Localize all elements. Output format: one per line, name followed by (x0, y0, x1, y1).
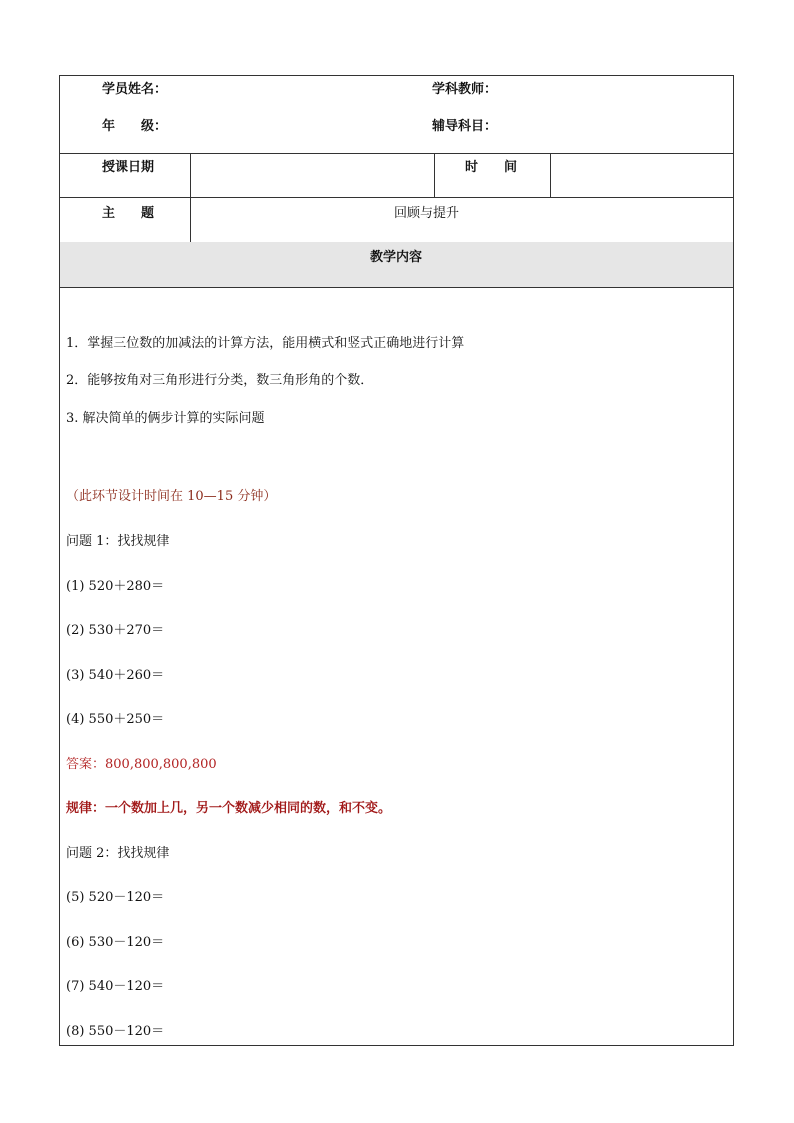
objective-1: 1．掌握三位数的加减法的计算方法，能用横式和竖式正确地进行计算 (66, 336, 465, 351)
objective-2: 2．能够按角对三角形进行分类，数三角形角的个数． (66, 373, 374, 388)
problem-1-item: (1) 520＋280＝ (66, 579, 165, 594)
divider (60, 287, 733, 288)
problem-1-title: 问题 1：找找规律 (66, 534, 170, 549)
section-title: 教学内容 (370, 250, 423, 265)
problem-2-item: (7) 540－120＝ (66, 979, 165, 994)
timing-note: （此环节设计时间在 10—15 分钟） (66, 489, 277, 504)
grade-label: 年 级： (102, 119, 168, 134)
problem-2-item: (6) 530－120＝ (66, 935, 165, 950)
divider (434, 153, 435, 197)
divider (550, 153, 551, 197)
topic-label: 主 题 (102, 206, 155, 221)
objective-3: 3. 解决简单的俩步计算的实际问题 (66, 411, 265, 426)
topic-value: 回顾与提升 (394, 206, 460, 221)
problem-1-answer: 答案：800,800,800,800 (66, 757, 217, 772)
teacher-label: 学科教师： (432, 82, 498, 97)
problem-2-item: (5) 520－120＝ (66, 890, 165, 905)
problem-1-item: (4) 550＋250＝ (66, 712, 165, 727)
subject-label: 辅导科目： (432, 119, 498, 134)
problem-1-rule: 规律：一个数加上几，另一个数减少相同的数，和不变。 (66, 801, 392, 816)
problem-1-item: (2) 530＋270＝ (66, 623, 165, 638)
problem-1-item: (3) 540＋260＝ (66, 668, 165, 683)
divider (190, 153, 191, 197)
time-label: 时 间 (465, 160, 518, 175)
divider (60, 153, 733, 154)
problem-2-item: (8) 550－120＝ (66, 1024, 165, 1039)
problem-2-title: 问题 2：找找规律 (66, 846, 170, 861)
date-label: 授课日期 (102, 160, 155, 175)
lesson-plan-table (59, 75, 734, 1046)
divider (190, 197, 191, 242)
student-name-label: 学员姓名： (102, 82, 168, 97)
divider (60, 197, 733, 198)
